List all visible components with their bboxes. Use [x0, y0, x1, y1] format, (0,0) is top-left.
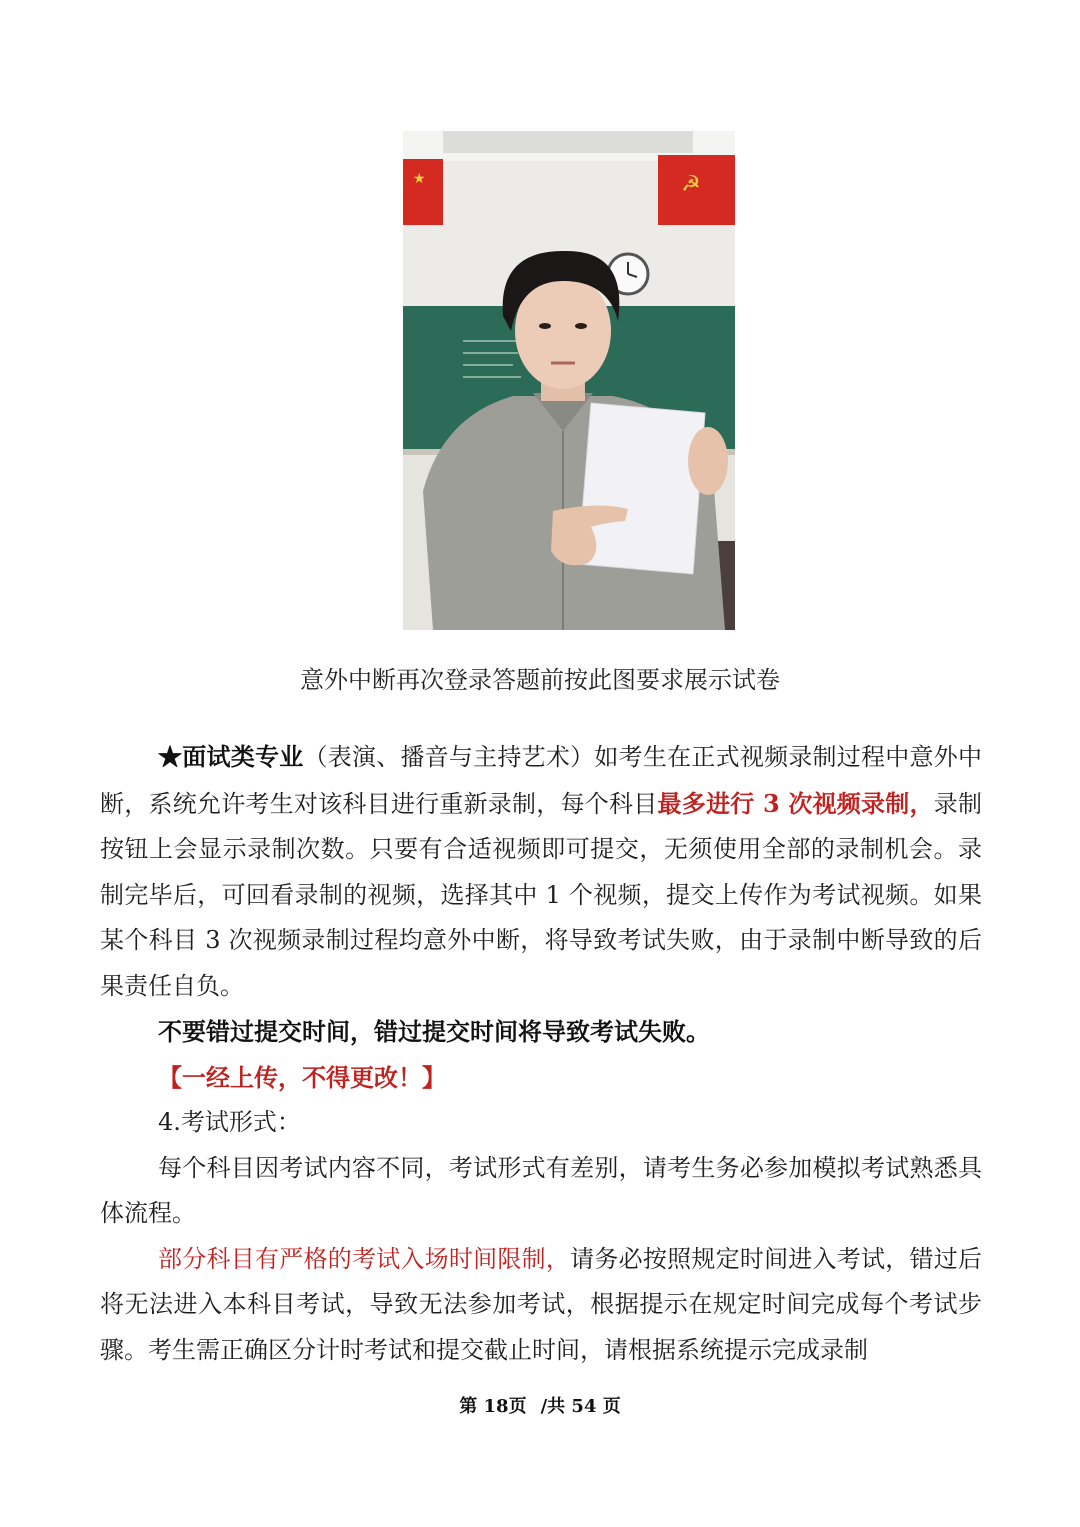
section-heading-exam-format: 4.考试形式： — [158, 1108, 301, 1136]
paragraph-entry-time — [100, 1237, 982, 1374]
interview-major-label: ★面试类专业 — [158, 742, 304, 771]
photo-caption: 意外中断再次登录答题前按此图要求展示试卷 — [300, 666, 780, 694]
total-pages: /共 54 页 — [540, 1396, 621, 1417]
exam-photo — [403, 131, 735, 630]
paragraph-text: 请务必按照规定时间进入考试，错过后将无法进入本科目考试，导致无法参加考试，根据提示在规定时间完成每个考试步骤。考生需正确区分计时考试和提交截止时间，请根据系统提示完成录制 — [100, 1244, 983, 1364]
current-page: 第 18页 — [459, 1396, 527, 1417]
photo-person-holding-paper-icon — [403, 131, 735, 630]
max-attempts-highlight: 最多进行 3 次视频录制， — [657, 788, 934, 818]
no-change-warning: 【一经上传，不得更改！】 — [158, 1062, 446, 1092]
paragraph-text: （表演、播音与主持艺术）如考生在正式视频录制过程中意外中断，系统允许考生对该科目进行重新录制，每个科目 — [100, 743, 983, 818]
page-footer — [0, 1392, 1080, 1418]
paragraph-retake-rules — [100, 734, 982, 1009]
paragraph-text: 录制按钮上会显示录制次数。只要有合适视频即可提交，无须使用全部的录制机会。录制完毕后，可回看录制的视频，选择其中 1 个视频，提交上传作为考试视频。如果某个科目 3 次视频录制过程均意外中断，将导致考试失败，由于录制中断导致的后果责任自负。 — [100, 789, 983, 1000]
document-body — [100, 734, 982, 1373]
entry-time-highlight: 部分科目有严格的考试入场时间限制， — [158, 1244, 571, 1273]
svg-text:★: ★ — [413, 171, 426, 187]
paragraph-exam-format: 每个科目因考试内容不同，考试形式有差别，请考生务必参加模拟考试熟悉具体流程。 — [100, 1153, 982, 1227]
deadline-warning: 不要错过提交时间，错过提交时间将导致考试失败。 — [158, 1017, 710, 1046]
svg-text:☭: ☭ — [681, 172, 701, 197]
